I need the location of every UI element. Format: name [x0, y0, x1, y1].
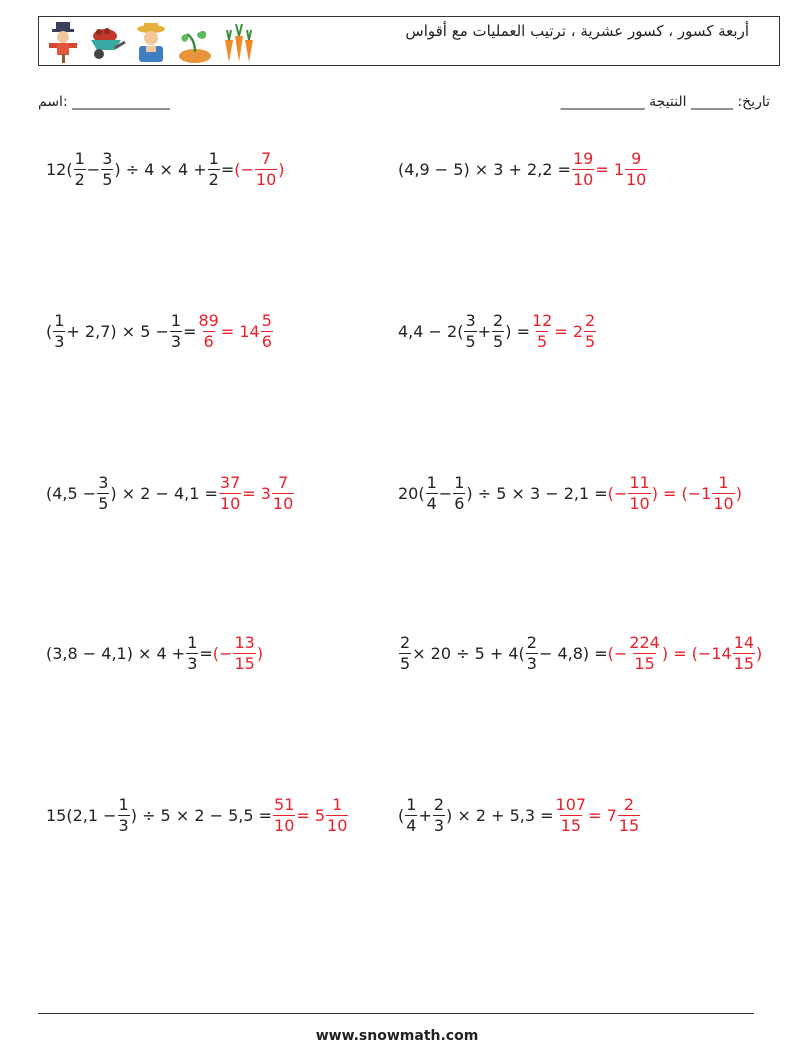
- denominator: 10: [219, 493, 241, 513]
- expression-text: 15(2,1 −: [46, 805, 117, 825]
- numerator: 107: [555, 794, 587, 814]
- expression-text: × 20 ÷ 5 + 4(: [412, 643, 525, 663]
- numerator: 19: [572, 148, 594, 168]
- expression-text: 20(: [398, 483, 425, 503]
- numerator: 89: [198, 310, 219, 330]
- expression-text: +: [418, 805, 432, 825]
- numerator: 1: [718, 472, 729, 492]
- answer-fraction: [261, 312, 273, 351]
- answer-text: = 2: [554, 321, 583, 341]
- problem-5: [46, 468, 295, 518]
- answer-fraction: [531, 312, 553, 351]
- numerator: 37: [219, 472, 241, 492]
- denominator: 10: [626, 169, 647, 189]
- problem-1: [46, 144, 285, 194]
- numerator: 2: [400, 632, 411, 652]
- numerator: 224: [629, 632, 660, 652]
- fraction: [405, 796, 417, 835]
- denominator: 10: [572, 169, 594, 189]
- problem-6: [398, 468, 742, 518]
- fraction: [101, 150, 113, 189]
- numerator: 3: [98, 472, 109, 492]
- answer-text: ) = (−1: [651, 483, 712, 503]
- numerator: 2: [493, 310, 504, 330]
- answer-text: (−: [607, 483, 628, 503]
- numerator: 1: [187, 632, 198, 652]
- answer-fraction: [712, 474, 734, 513]
- fraction: [53, 312, 65, 351]
- numerator: 7: [278, 472, 289, 492]
- answer-fraction: [326, 796, 348, 835]
- denominator: 3: [170, 331, 182, 351]
- numerator: 1: [74, 148, 85, 168]
- expression-text: −: [438, 483, 453, 503]
- denominator: 3: [187, 653, 198, 673]
- answer-text: (−: [607, 643, 628, 663]
- expression-text: (: [398, 805, 405, 825]
- denominator: 10: [629, 493, 650, 513]
- problem-3: [46, 306, 274, 356]
- answer-text: = 7: [588, 805, 617, 825]
- fraction: [464, 312, 476, 351]
- problem-4: [398, 306, 597, 356]
- expression-text: =: [199, 643, 213, 663]
- expression-text: − 4,8) =: [538, 643, 608, 663]
- wheelbarrow-icon: [87, 20, 127, 64]
- answer-fraction: [618, 796, 640, 835]
- numerator: 2: [433, 794, 445, 814]
- problem-8: [398, 628, 762, 678]
- header-box: [38, 16, 780, 66]
- answer-fraction: [219, 474, 241, 513]
- fraction: [426, 474, 438, 513]
- denominator: 4: [426, 493, 437, 513]
- numerator: 1: [454, 472, 465, 492]
- name-field-label: اسم: ______________: [38, 94, 171, 110]
- denominator: 5: [400, 653, 411, 673]
- denominator: 4: [406, 815, 417, 835]
- expression-text: ) =: [505, 321, 530, 341]
- numerator: 51: [274, 794, 295, 814]
- numerator: 1: [208, 148, 219, 168]
- date-result-label: تاريخ: ______ النتيجة ____________: [560, 94, 770, 110]
- denominator: 10: [713, 493, 734, 513]
- answer-fraction: [233, 634, 255, 673]
- denominator: 3: [433, 815, 445, 835]
- expression-text: =: [220, 159, 235, 179]
- answer-fraction: [628, 474, 650, 513]
- farmer-icon: [133, 20, 169, 64]
- denominator: 10: [272, 493, 294, 513]
- expression-text: ) ÷ 4 × 4 +: [114, 159, 207, 179]
- denominator: 15: [618, 815, 640, 835]
- expression-text: ) ÷ 5 × 2 − 5,5 =: [130, 805, 273, 825]
- numerator: 5: [261, 310, 272, 330]
- answer-fraction: [625, 150, 647, 189]
- footer-url: www.snowmath.com: [315, 1028, 479, 1044]
- problem-7: [46, 628, 263, 678]
- expression-text: (: [46, 321, 53, 341]
- fraction: [170, 312, 182, 351]
- problem-10: [398, 790, 641, 840]
- numerator: 3: [102, 148, 113, 168]
- numerator: 14: [733, 632, 755, 652]
- expression-text: (3,8 − 4,1) × 4 +: [46, 643, 186, 663]
- answer-text: (−: [212, 643, 233, 663]
- denominator: 5: [102, 169, 113, 189]
- numerator: 1: [426, 472, 437, 492]
- numerator: 1: [332, 794, 343, 814]
- numerator: 7: [260, 148, 272, 168]
- answer-text: = 5: [296, 805, 326, 825]
- denominator: 10: [327, 815, 348, 835]
- numerator: 2: [623, 794, 635, 814]
- fraction: [492, 312, 504, 351]
- answer-fraction: [197, 312, 219, 351]
- expression-text: ) ÷ 5 × 3 − 2,1 =: [466, 483, 608, 503]
- expression-text: (4,5 −: [46, 483, 97, 503]
- header-icons: [45, 20, 257, 64]
- denominator: 5: [465, 331, 476, 351]
- numerator: 2: [526, 632, 537, 652]
- expression-text: ) × 2 + 5,3 =: [446, 805, 554, 825]
- answer-text: ): [756, 643, 763, 663]
- problem-9: [46, 790, 349, 840]
- footer-divider: [38, 1013, 754, 1014]
- carrots-icon: [219, 20, 257, 64]
- fraction: [526, 634, 538, 673]
- denominator: 2: [208, 169, 219, 189]
- expression-text: +: [477, 321, 492, 341]
- numerator: 9: [631, 148, 642, 168]
- expression-text: −: [86, 159, 101, 179]
- numerator: 1: [406, 794, 417, 814]
- fraction: [74, 150, 86, 189]
- denominator: 5: [537, 331, 548, 351]
- denominator: 6: [261, 331, 272, 351]
- fraction: [453, 474, 465, 513]
- denominator: 10: [274, 815, 295, 835]
- expression-text: ) × 2 − 4,1 =: [110, 483, 218, 503]
- answer-fraction: [733, 634, 755, 673]
- fraction: [186, 634, 198, 673]
- worksheet-title: أربعة كسور ، كسور عشرية ، ترتيب العمليات مع أقواس: [405, 22, 749, 40]
- expression-text: 4,4 − 2(: [398, 321, 464, 341]
- denominator: 10: [255, 169, 277, 189]
- answer-text: = 1: [595, 159, 624, 179]
- answer-fraction: [628, 634, 661, 673]
- answer-fraction: [555, 796, 588, 835]
- denominator: 15: [634, 653, 655, 673]
- denominator: 3: [118, 815, 129, 835]
- problem-2: [398, 144, 648, 194]
- denominator: 6: [454, 493, 465, 513]
- fraction: [118, 796, 130, 835]
- denominator: 5: [98, 493, 109, 513]
- numerator: 13: [234, 632, 255, 652]
- answer-text: = 3: [242, 483, 271, 503]
- denominator: 15: [560, 815, 581, 835]
- answer-fraction: [255, 150, 277, 189]
- denominator: 3: [54, 331, 65, 351]
- fraction: [97, 474, 109, 513]
- denominator: 3: [526, 653, 537, 673]
- seedling-icon: [175, 20, 213, 64]
- numerator: 3: [465, 310, 476, 330]
- answer-text: = 14: [220, 321, 260, 341]
- denominator: 2: [74, 169, 85, 189]
- numerator: 1: [118, 794, 129, 814]
- answer-fraction: [584, 312, 596, 351]
- answer-text: ): [278, 159, 285, 179]
- denominator: 15: [234, 653, 255, 673]
- numerator: 1: [54, 310, 65, 330]
- answer-fraction: [572, 150, 594, 189]
- fraction: [433, 796, 445, 835]
- answer-text: ): [256, 643, 264, 663]
- expression-text: =: [183, 321, 197, 341]
- fraction: [399, 634, 411, 673]
- numerator: 2: [585, 310, 596, 330]
- expression-text: + 2,7) × 5 −: [66, 321, 169, 341]
- answer-fraction: [273, 796, 295, 835]
- denominator: 5: [585, 331, 596, 351]
- denominator: 6: [203, 331, 214, 351]
- answer-fraction: [272, 474, 294, 513]
- answer-text: ) = (−14: [661, 643, 732, 663]
- fraction: [208, 150, 220, 189]
- numerator: 12: [531, 310, 553, 330]
- denominator: 15: [733, 653, 755, 673]
- numerator: 11: [629, 472, 650, 492]
- answer-text: (−: [234, 159, 254, 179]
- expression-text: (4,9 − 5) × 3 + 2,2 =: [398, 159, 571, 179]
- denominator: 5: [493, 331, 504, 351]
- expression-text: 12(: [46, 159, 73, 179]
- scarecrow-icon: [45, 20, 81, 64]
- numerator: 1: [170, 310, 182, 330]
- answer-text: ): [735, 483, 742, 503]
